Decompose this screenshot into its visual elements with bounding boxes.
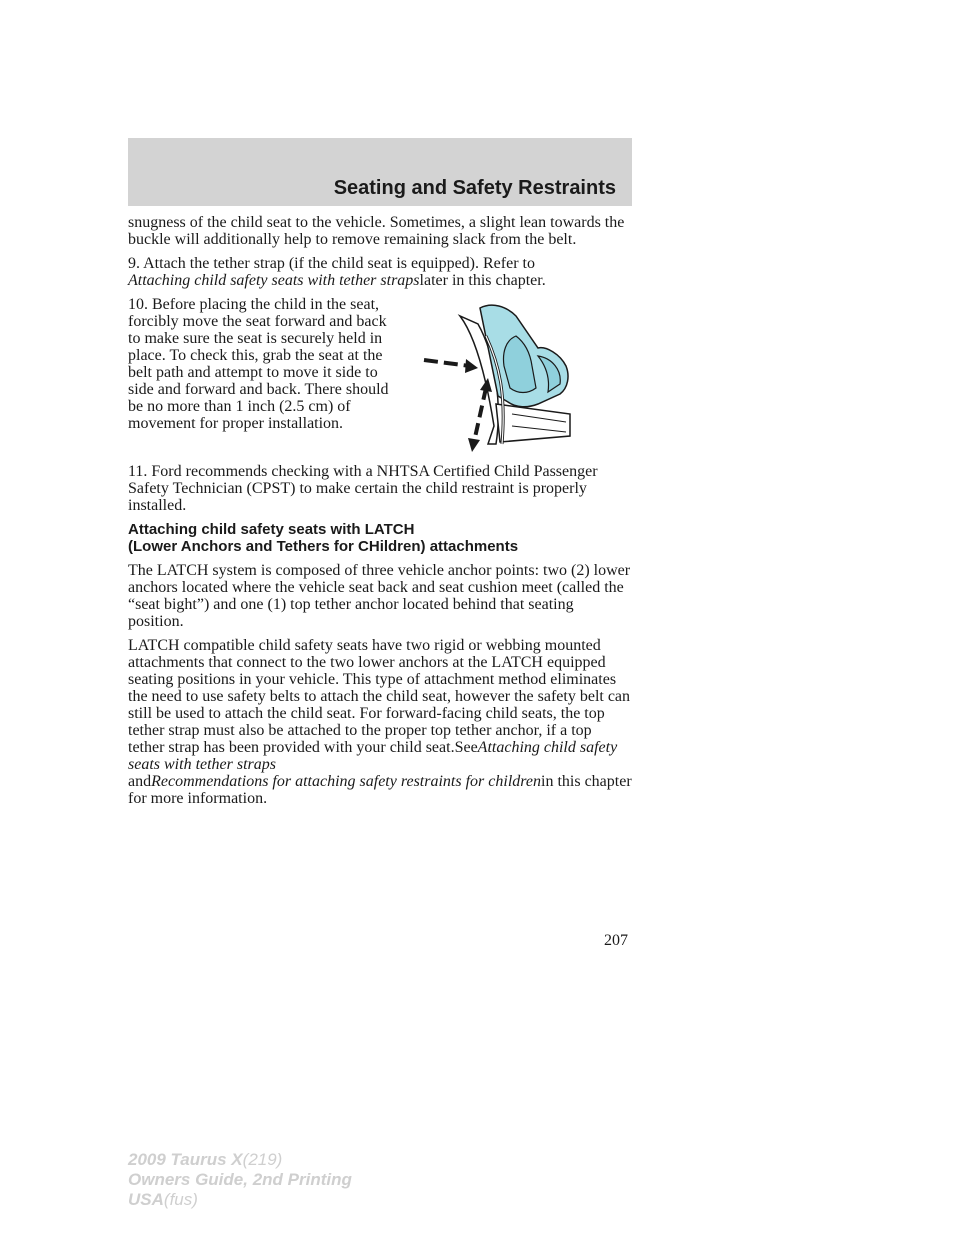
latch-link-tether: Attaching child safety seats with tether straps bbox=[128, 739, 618, 773]
latch-and: and bbox=[128, 773, 152, 790]
paragraph-step-11: 11. Ford recommends checking with a NHTSA Certified Child Passenger Safety Technician (CPST) to make certain the child restraint is properly installed. bbox=[128, 463, 598, 514]
down-arrow-shaft bbox=[474, 388, 486, 442]
footer-line-printing: Owners Guide, 2nd Printing bbox=[128, 1170, 352, 1189]
step-9-tail: later in this chapter. bbox=[419, 272, 546, 289]
latch-heading-line2: (Lower Anchors and Tethers for CHildren) attachments bbox=[128, 538, 519, 555]
section-title: Seating and Safety Restraints bbox=[333, 177, 616, 199]
vehicle-cushion-outline bbox=[496, 404, 570, 442]
paragraph-continuation: snugness of the child seat to the vehicle. Sometimes, a slight lean towards the buckle will additionally help to remove remaining slack from the belt. bbox=[128, 214, 625, 248]
latch-heading bbox=[128, 521, 632, 555]
step-10-row bbox=[128, 296, 632, 456]
paragraph-latch-system: The LATCH system is composed of three vehicle anchor points: two (2) lower anchors located where the vehicle seat back and seat cushion meet (called the “seat bight”) and one (1) top tether anchor located behind that seating position. bbox=[128, 562, 631, 630]
footer-line-market: USA(fus) bbox=[128, 1190, 198, 1209]
latch-compatible-text: LATCH compatible child safety seats have two rigid or webbing mounted attachments that connect to the two lower anchors at the LATCH equipped seating positions in your vehicle. This type of attachment method eliminates the need to use safety belts to attach the child seat, however the safety belt can still be used to attach the child seat. For forward-facing child seats, the top tether strap must also be attached to the proper top tether anchor, if a top tether strap has been provided with your child seat.See bbox=[128, 637, 631, 756]
step-9-link: Attaching child safety seats with tether straps bbox=[128, 272, 420, 289]
latch-link-recommendations: Recommendations for attaching safety restraints for children bbox=[151, 773, 541, 790]
paragraph-latch-compatible bbox=[128, 637, 632, 807]
page-body bbox=[128, 214, 632, 814]
footer-line-model: 2009 Taurus X(219) bbox=[128, 1150, 283, 1169]
paragraph-step-10: 10. Before placing the child in the seat, forcibly move the seat forward and back to make sure the seat is securely held in place. To check this, grab the seat at the belt path and attempt to move it side to side and forward and back. There should be no more than 1 inch (2.5 cm) of movement for proper installation. bbox=[128, 296, 389, 432]
latch-tail: in this chapter for more information. bbox=[128, 773, 632, 807]
side-arrow-head bbox=[465, 359, 478, 373]
page-number: 207 bbox=[604, 932, 628, 949]
step-9-text: 9. Attach the tether strap (if the child seat is equipped). Refer to bbox=[128, 255, 535, 272]
latch-heading-line1: Attaching child safety seats with LATCH bbox=[128, 521, 415, 538]
child-seat-movement-illustration-icon bbox=[420, 296, 590, 456]
document-footer bbox=[128, 1150, 352, 1210]
side-arrow-shaft bbox=[424, 360, 470, 366]
paragraph-step-9 bbox=[128, 255, 632, 289]
down-arrow-down-head bbox=[468, 438, 480, 452]
page-header-band bbox=[128, 138, 632, 206]
